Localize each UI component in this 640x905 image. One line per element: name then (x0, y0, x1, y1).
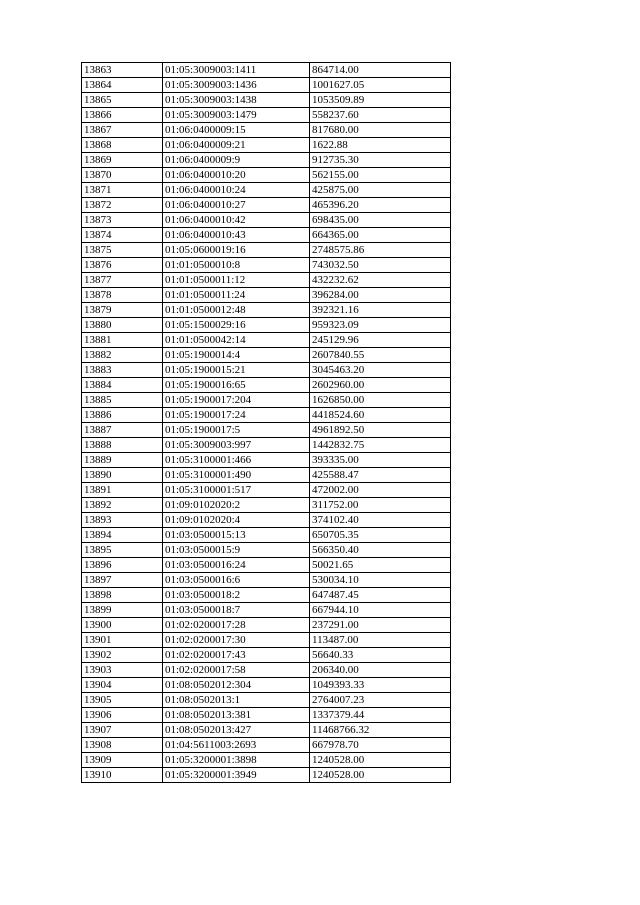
value-cell: 2607840.55 (310, 348, 451, 363)
row-number-cell: 13874 (82, 228, 163, 243)
cadastral-number-cell: 01:06:0400010:20 (163, 168, 310, 183)
cadastral-number-cell: 01:06:0400010:43 (163, 228, 310, 243)
row-number-cell: 13882 (82, 348, 163, 363)
row-number-cell: 13903 (82, 663, 163, 678)
cadastral-number-cell: 01:05:3009003:997 (163, 438, 310, 453)
table-row (82, 738, 451, 753)
table-row (82, 768, 451, 783)
row-number-cell: 13878 (82, 288, 163, 303)
table-row (82, 348, 451, 363)
row-number-cell: 13869 (82, 153, 163, 168)
cadastral-number-cell: 01:03:0500016:6 (163, 573, 310, 588)
value-cell: 743032.50 (310, 258, 451, 273)
table-row (82, 393, 451, 408)
row-number-cell: 13897 (82, 573, 163, 588)
cadastral-number-cell: 01:03:0500015:13 (163, 528, 310, 543)
table-row (82, 228, 451, 243)
cadastral-number-cell: 01:06:0400009:9 (163, 153, 310, 168)
cadastral-number-cell: 01:05:1900017:5 (163, 423, 310, 438)
value-cell: 667978.70 (310, 738, 451, 753)
row-number-cell: 13872 (82, 198, 163, 213)
cadastral-value-table (81, 62, 451, 783)
table-row (82, 633, 451, 648)
value-cell: 2748575.86 (310, 243, 451, 258)
cadastral-number-cell: 01:02:0200017:58 (163, 663, 310, 678)
value-cell: 647487.45 (310, 588, 451, 603)
value-cell: 1001627.05 (310, 78, 451, 93)
cadastral-number-cell: 01:03:0500015:9 (163, 543, 310, 558)
row-number-cell: 13864 (82, 78, 163, 93)
value-cell: 566350.40 (310, 543, 451, 558)
cadastral-number-cell: 01:01:0500012:48 (163, 303, 310, 318)
value-cell: 374102.40 (310, 513, 451, 528)
value-cell: 393335.00 (310, 453, 451, 468)
cadastral-number-cell: 01:05:0600019:16 (163, 243, 310, 258)
value-cell: 959323.09 (310, 318, 451, 333)
row-number-cell: 13906 (82, 708, 163, 723)
row-number-cell: 13870 (82, 168, 163, 183)
value-cell: 530034.10 (310, 573, 451, 588)
table-row (82, 288, 451, 303)
cadastral-number-cell: 01:08:0502013:427 (163, 723, 310, 738)
value-cell: 2602960.00 (310, 378, 451, 393)
cadastral-number-cell: 01:05:3009003:1438 (163, 93, 310, 108)
row-number-cell: 13883 (82, 363, 163, 378)
cadastral-number-cell: 01:08:0502012:304 (163, 678, 310, 693)
table-row (82, 378, 451, 393)
cadastral-number-cell: 01:05:3009003:1411 (163, 63, 310, 78)
cadastral-number-cell: 01:02:0200017:43 (163, 648, 310, 663)
value-cell: 465396.20 (310, 198, 451, 213)
row-number-cell: 13886 (82, 408, 163, 423)
table-row (82, 93, 451, 108)
row-number-cell: 13866 (82, 108, 163, 123)
cadastral-number-cell: 01:05:3200001:3949 (163, 768, 310, 783)
cadastral-number-cell: 01:05:1900016:65 (163, 378, 310, 393)
cadastral-number-cell: 01:06:0400010:42 (163, 213, 310, 228)
table-row (82, 168, 451, 183)
table-row (82, 408, 451, 423)
table-row (82, 573, 451, 588)
table-row (82, 483, 451, 498)
value-cell: 650705.35 (310, 528, 451, 543)
table-row (82, 63, 451, 78)
value-cell: 245129.96 (310, 333, 451, 348)
cadastral-number-cell: 01:05:3100001:517 (163, 483, 310, 498)
cadastral-number-cell: 01:05:1900015:21 (163, 363, 310, 378)
row-number-cell: 13881 (82, 333, 163, 348)
row-number-cell: 13900 (82, 618, 163, 633)
value-cell: 1053509.89 (310, 93, 451, 108)
cadastral-number-cell: 01:05:3009003:1436 (163, 78, 310, 93)
value-cell: 4418524.60 (310, 408, 451, 423)
cadastral-number-cell: 01:05:3009003:1479 (163, 108, 310, 123)
row-number-cell: 13891 (82, 483, 163, 498)
table-row (82, 363, 451, 378)
value-cell: 1442832.75 (310, 438, 451, 453)
row-number-cell: 13902 (82, 648, 163, 663)
table-row (82, 138, 451, 153)
table-row (82, 258, 451, 273)
row-number-cell: 13880 (82, 318, 163, 333)
value-cell: 432232.62 (310, 273, 451, 288)
row-number-cell: 13908 (82, 738, 163, 753)
cadastral-number-cell: 01:05:1500029:16 (163, 318, 310, 333)
row-number-cell: 13890 (82, 468, 163, 483)
row-number-cell: 13904 (82, 678, 163, 693)
row-number-cell: 13868 (82, 138, 163, 153)
table-row (82, 198, 451, 213)
cadastral-number-cell: 01:09:0102020:2 (163, 498, 310, 513)
cadastral-number-cell: 01:02:0200017:28 (163, 618, 310, 633)
table-body (82, 63, 451, 783)
cadastral-number-cell: 01:08:0502013:1 (163, 693, 310, 708)
value-cell: 425588.47 (310, 468, 451, 483)
cadastral-number-cell: 01:05:1900017:24 (163, 408, 310, 423)
value-cell: 237291.00 (310, 618, 451, 633)
cadastral-number-cell: 01:01:0500011:24 (163, 288, 310, 303)
row-number-cell: 13885 (82, 393, 163, 408)
value-cell: 667944.10 (310, 603, 451, 618)
row-number-cell: 13907 (82, 723, 163, 738)
value-cell: 664365.00 (310, 228, 451, 243)
cadastral-number-cell: 01:05:3100001:466 (163, 453, 310, 468)
value-cell: 472002.00 (310, 483, 451, 498)
cadastral-number-cell: 01:03:0500018:2 (163, 588, 310, 603)
table-row (82, 558, 451, 573)
value-cell: 817680.00 (310, 123, 451, 138)
table-row (82, 618, 451, 633)
cadastral-number-cell: 01:06:0400009:21 (163, 138, 310, 153)
row-number-cell: 13910 (82, 768, 163, 783)
cadastral-number-cell: 01:06:0400009:15 (163, 123, 310, 138)
cadastral-number-cell: 01:01:0500042:14 (163, 333, 310, 348)
row-number-cell: 13879 (82, 303, 163, 318)
row-number-cell: 13876 (82, 258, 163, 273)
row-number-cell: 13893 (82, 513, 163, 528)
value-cell: 562155.00 (310, 168, 451, 183)
value-cell: 1240528.00 (310, 768, 451, 783)
row-number-cell: 13888 (82, 438, 163, 453)
table-row (82, 648, 451, 663)
table-row (82, 123, 451, 138)
table-row (82, 243, 451, 258)
table-row (82, 318, 451, 333)
table-row (82, 678, 451, 693)
value-cell: 1337379.44 (310, 708, 451, 723)
table-row (82, 753, 451, 768)
row-number-cell: 13898 (82, 588, 163, 603)
value-cell: 1622.88 (310, 138, 451, 153)
value-cell: 558237.60 (310, 108, 451, 123)
table-row (82, 528, 451, 543)
row-number-cell: 13909 (82, 753, 163, 768)
table-row (82, 213, 451, 228)
row-number-cell: 13877 (82, 273, 163, 288)
row-number-cell: 13871 (82, 183, 163, 198)
row-number-cell: 13884 (82, 378, 163, 393)
value-cell: 1049393.33 (310, 678, 451, 693)
table-row (82, 273, 451, 288)
row-number-cell: 13894 (82, 528, 163, 543)
value-cell: 206340.00 (310, 663, 451, 678)
table-row (82, 183, 451, 198)
row-number-cell: 13899 (82, 603, 163, 618)
table-row (82, 153, 451, 168)
table-row (82, 693, 451, 708)
row-number-cell: 13863 (82, 63, 163, 78)
value-cell: 4961892.50 (310, 423, 451, 438)
value-cell: 1240528.00 (310, 753, 451, 768)
table-row (82, 438, 451, 453)
cadastral-number-cell: 01:03:0500016:24 (163, 558, 310, 573)
value-cell: 392321.16 (310, 303, 451, 318)
cadastral-number-cell: 01:05:3100001:490 (163, 468, 310, 483)
value-cell: 56640.33 (310, 648, 451, 663)
table-row (82, 453, 451, 468)
cadastral-number-cell: 01:08:0502013:381 (163, 708, 310, 723)
row-number-cell: 13892 (82, 498, 163, 513)
cadastral-number-cell: 01:02:0200017:30 (163, 633, 310, 648)
row-number-cell: 13887 (82, 423, 163, 438)
cadastral-number-cell: 01:01:0500011:12 (163, 273, 310, 288)
cadastral-number-cell: 01:05:1900017:204 (163, 393, 310, 408)
cadastral-number-cell: 01:04:5611003:2693 (163, 738, 310, 753)
value-cell: 113487.00 (310, 633, 451, 648)
table-row (82, 468, 451, 483)
row-number-cell: 13905 (82, 693, 163, 708)
cadastral-number-cell: 01:05:3200001:3898 (163, 753, 310, 768)
table-row (82, 303, 451, 318)
value-cell: 396284.00 (310, 288, 451, 303)
row-number-cell: 13875 (82, 243, 163, 258)
row-number-cell: 13865 (82, 93, 163, 108)
value-cell: 2764007.23 (310, 693, 451, 708)
cadastral-number-cell: 01:01:0500010:8 (163, 258, 310, 273)
table-row (82, 723, 451, 738)
row-number-cell: 13895 (82, 543, 163, 558)
table-row (82, 498, 451, 513)
table-row (82, 708, 451, 723)
cadastral-number-cell: 01:03:0500018:7 (163, 603, 310, 618)
row-number-cell: 13896 (82, 558, 163, 573)
row-number-cell: 13867 (82, 123, 163, 138)
table-row (82, 78, 451, 93)
value-cell: 864714.00 (310, 63, 451, 78)
row-number-cell: 13901 (82, 633, 163, 648)
value-cell: 912735.30 (310, 153, 451, 168)
table-row (82, 513, 451, 528)
value-cell: 1626850.00 (310, 393, 451, 408)
table-row (82, 603, 451, 618)
row-number-cell: 13889 (82, 453, 163, 468)
value-cell: 11468766.32 (310, 723, 451, 738)
cadastral-number-cell: 01:06:0400010:24 (163, 183, 310, 198)
table-row (82, 663, 451, 678)
value-cell: 311752.00 (310, 498, 451, 513)
table-row (82, 423, 451, 438)
table-row (82, 108, 451, 123)
cadastral-number-cell: 01:05:1900014:4 (163, 348, 310, 363)
cadastral-number-cell: 01:06:0400010:27 (163, 198, 310, 213)
table-row (82, 333, 451, 348)
value-cell: 50021.65 (310, 558, 451, 573)
table-row (82, 543, 451, 558)
value-cell: 3045463.20 (310, 363, 451, 378)
value-cell: 698435.00 (310, 213, 451, 228)
cadastral-number-cell: 01:09:0102020:4 (163, 513, 310, 528)
table-row (82, 588, 451, 603)
value-cell: 425875.00 (310, 183, 451, 198)
row-number-cell: 13873 (82, 213, 163, 228)
